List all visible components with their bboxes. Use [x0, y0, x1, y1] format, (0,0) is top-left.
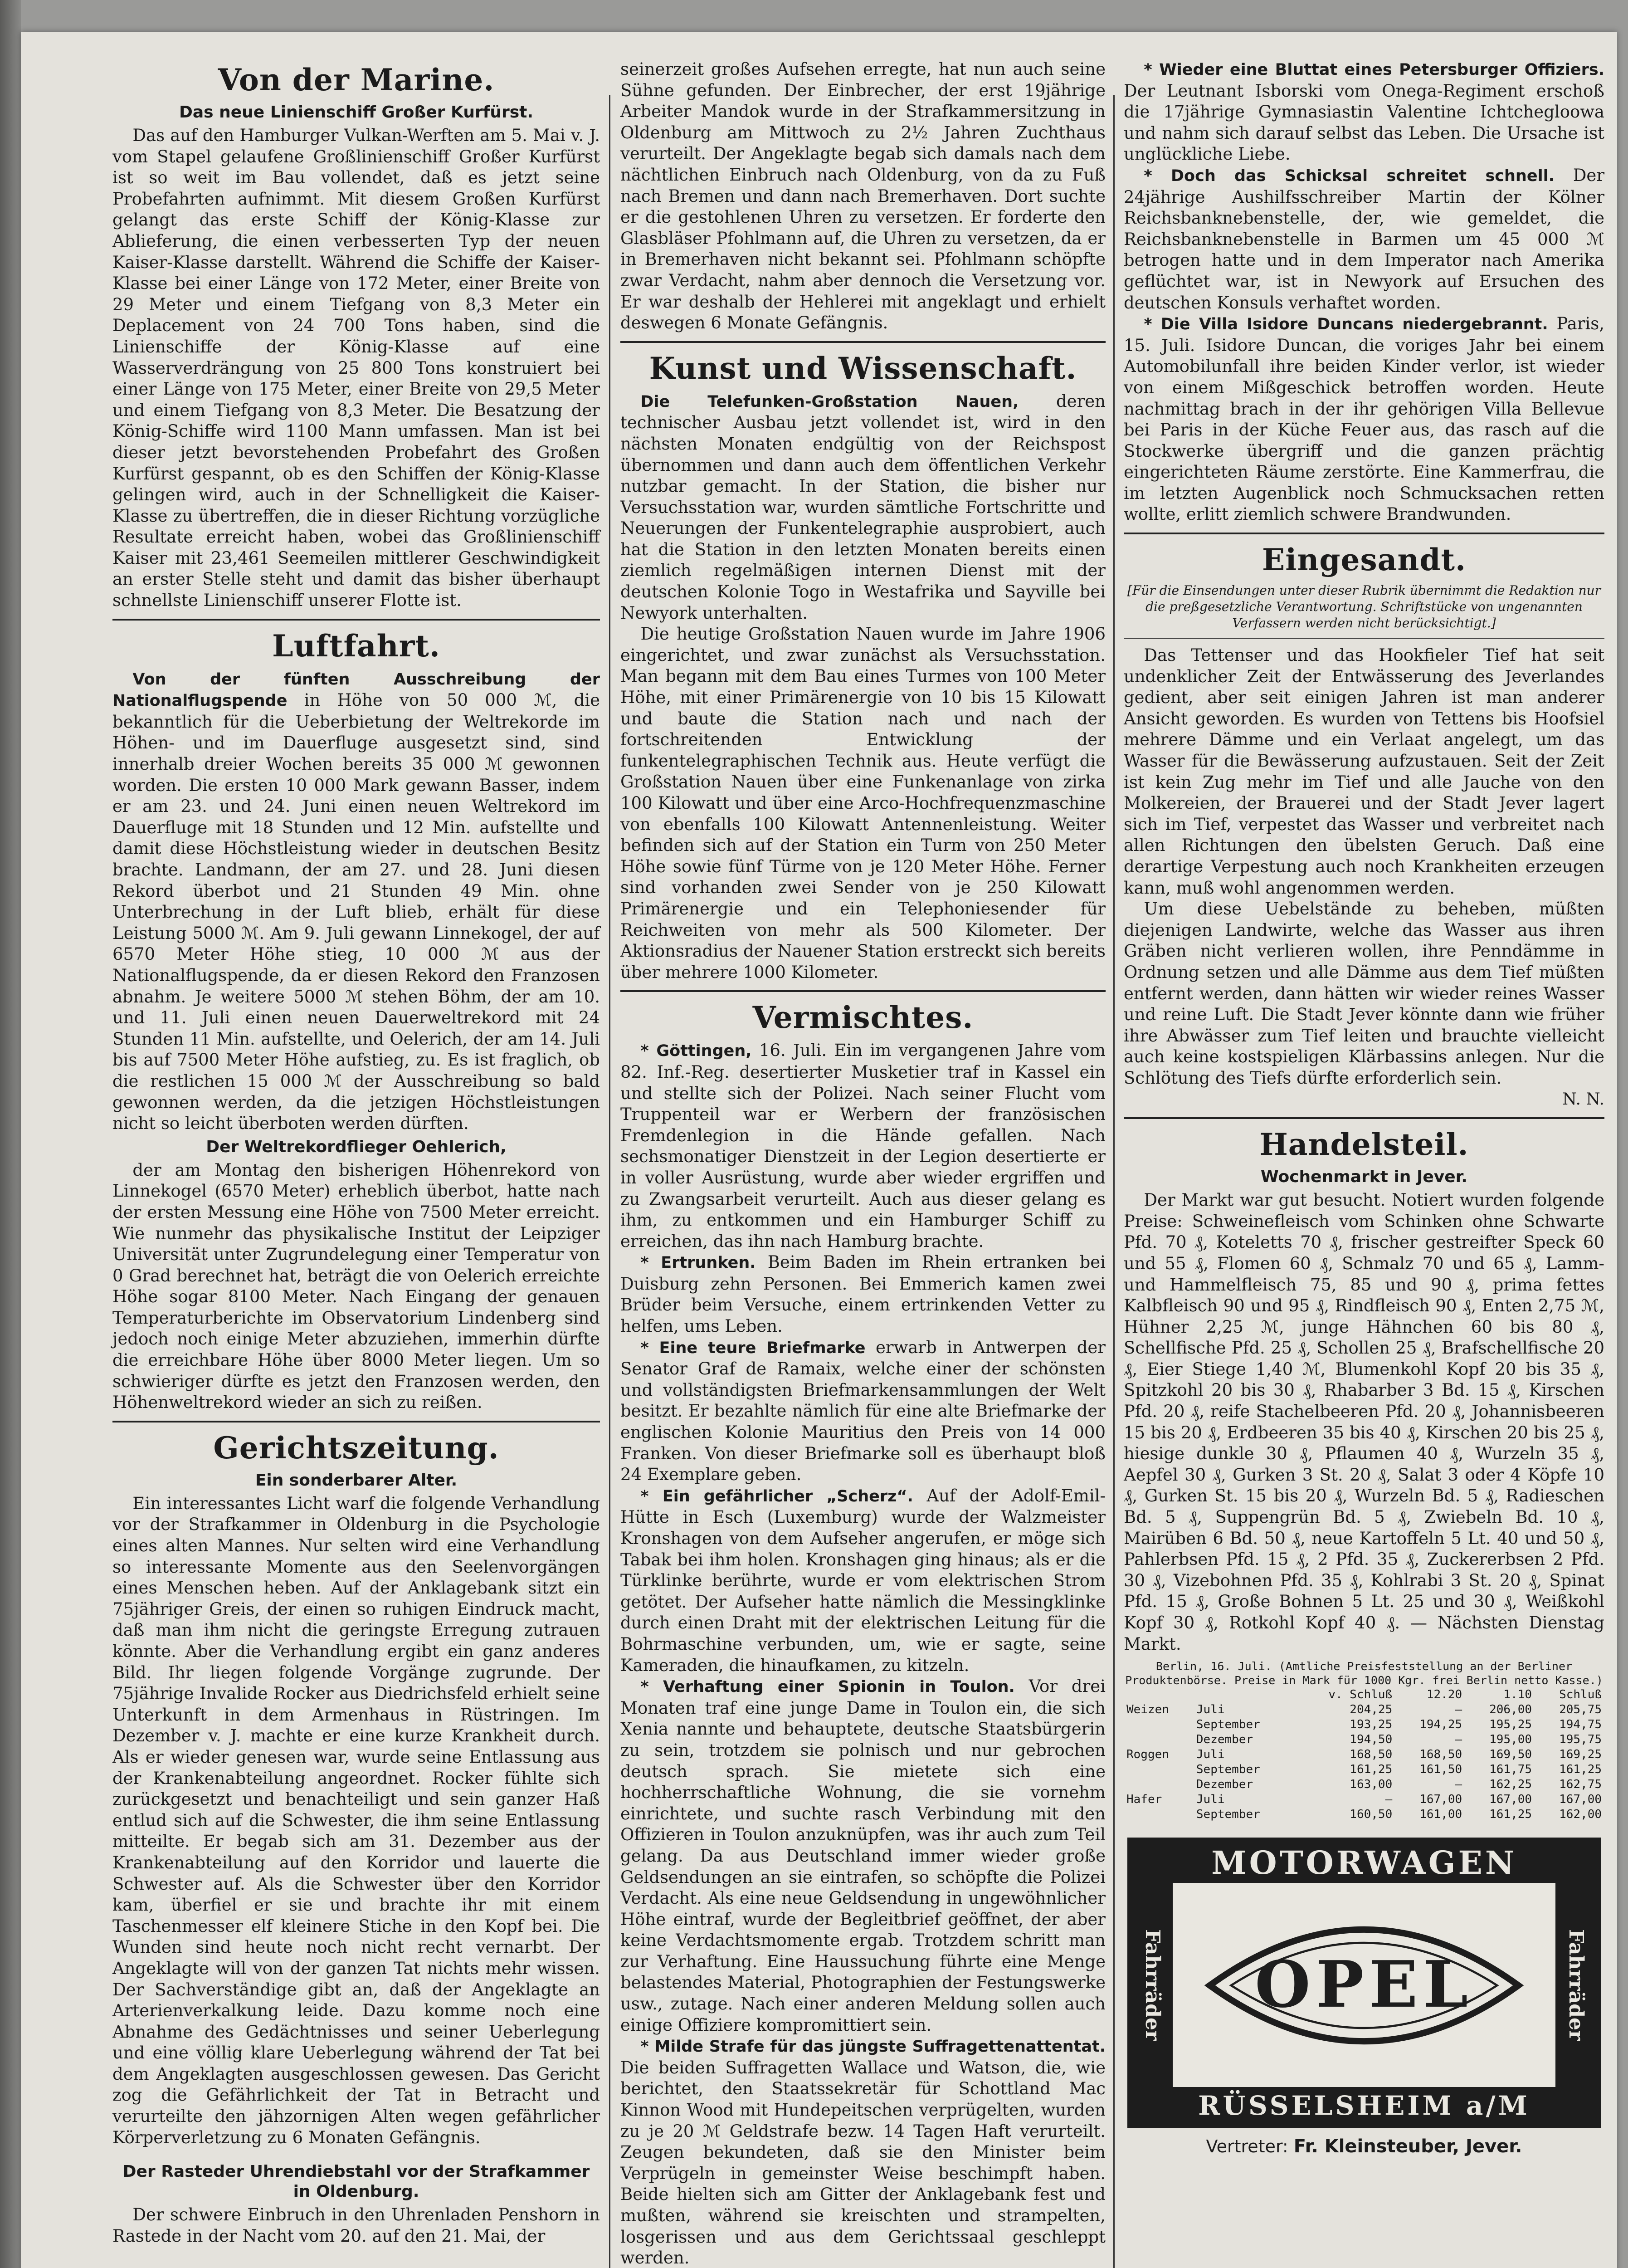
news-item-lead: * Wieder eine Bluttat eines Petersburger Offiziers. [1144, 61, 1604, 79]
berlin-price-table [1124, 1659, 1604, 1822]
gerichtszeitung-heading: Gerichtszeitung. [213, 1430, 499, 1466]
divider [112, 1421, 600, 1422]
news-item-lead: * Milde Strafe für das jüngste Suffragettenattentat. [640, 2038, 1106, 2056]
price-table [1124, 1687, 1604, 1822]
news-item-body: erwarb in Antwerpen der Senator Graf de Ramaix, welche einer der schönsten und vollständigsten Briefmarkensammlungen der Welt besitzt. Er bezahlte nämlich für eine alte Briefmarke der englischen Kolonie Mauritius den Preis von 14 000 Franken. Von dieser Briefmarke soll es überhaupt bloß 24 Exemplare geben. [620, 1337, 1106, 1485]
news-item-lead: * Ertrunken. [640, 1254, 756, 1272]
news-item-body: Auf der Adolf-Emil-Hütte in Esch (Luxemburg) wurde der Walzmeister Kronshagen von dem Aufseher angerufen, er möge sich Tabak bei ihm holen. Kronshagen ging hinaus; als er die Türklinke berührte, wurde er vom elektrischen Strom getötet. Der Aufseher hatte nämlich die Messingklinke durch einen Draht mit der elektrischen Leitung für die Bohrmaschine verbunden, um, wie er sagte, seine Kameraden, die hinaufkamen, zu kitzeln. [620, 1486, 1106, 1675]
news-item [620, 1252, 1106, 1337]
column-1 [112, 59, 600, 2247]
nauen-text [620, 391, 1106, 624]
news-item-body: 16. Juli. Ein im vergangenen Jahre vom 82. Inf.-Reg. desertierter Musketier traf in Kassel ein und stellte sich der Polizei. Nach seiner Flucht vom Truppenteil war er Werbern der französischen Fremdenlegion in die Hände gefallen. Nach sechsmonatiger Dienstzeit in der Legion desertierte er in voller Ausrüstung, wurde aber wieder ergriffen und zu Zwangsarbeit verurteilt. Auch aus dieser gelang es ihm, zu entkommen und ein Hamburger Schiff zu erreichen, das ihn nach Hamburg brachte. [620, 1041, 1106, 1251]
divider [1124, 638, 1604, 639]
price-row: September 161,25 161,50 161,75 161,25 [1196, 1763, 1602, 1777]
nauen-text-2: Die heutige Großstation Nauen wurde im Jahre 1906 eingerichtet, und zwar zunächst als Versuchsstation. Man begann mit dem Bau eines Turmes von 100 Meter Höhe, mit einer Primärenergie von 10 bis 15 Kilowatt und baute die Station nach und nach der fortschreitenden Entwicklung der funkentelegraphischen Technik aus. Heute verfügt die Großstation Nauen über eine Funkenanlage von zirka 100 Kilowatt und über eine Arco-Hochfrequenzmaschine von ebenfalls 100 Kilowatt Antennenleistung. Weiter befinden sich auf der Station ein Turm von 250 Meter Höhe sowie fünf Türme von je 120 Meter Höhe. Ferner sind vorhanden zwei Sender von je 250 Kilowatt Primärenergie und ein Telephoniesender für Reichweiten von mehr als 500 Kilometer. Der Aktionsradius der Nauener Station erstreckt sich bereits über mehrere 1000 Kilometer. [620, 624, 1106, 982]
news-item [620, 1337, 1106, 1486]
rastede-continuation: seinerzeit großes Aufsehen erregte, hat nun auch seine Sühne gefunden. Der Einbrecher, der erst 19jährige Arbeiter Mandok wurde in der Strafkammersitzung in Oldenburg am Mittwoch zu 2½ Jahren Zuchthaus verurteilt. Der Angeklagte begab sich damals nach dem nächtlichen Einbruch nach Oldenburg, von da zu Fuß nach Bremen und dann nach Bremerhaven. Dort suchte er die gestohlenen Uhren zu versetzen. Er forderte den Glasbläser Pfohlmann auf, die Uhren zu versetzen, da er in Bremerhaven nicht bekannt sei. Pfohlmann schöpfte zwar Verdacht, nahm aber dennoch die Versetzung vor. Er war deshalb der Hehlerei mit angeklagt und erhielt deswegen 6 Monate Gefängnis. [620, 59, 1106, 333]
divider [1124, 1117, 1604, 1119]
signature: N. N. [1562, 1090, 1604, 1109]
divider [112, 619, 600, 621]
binding-edge [0, 0, 21, 2268]
marine-subheading: Das neue Linienschiff Großer Kurfürst. [179, 103, 534, 122]
price-header-row: v. Schluß 12.20 1.10 Schluß [1328, 1688, 1602, 1702]
news-item-lead: * Eine teure Briefmarke [640, 1339, 866, 1357]
nauen-lead: Die Telefunken-Großstation Nauen, [640, 392, 1019, 411]
weltrekord-subheading: Der Weltrekordflieger Oehlerich, [206, 1137, 507, 1156]
luftfahrt-lead: Von der fünften Ausschreibung der Nationalflugspende [112, 670, 600, 710]
eingesandt-text-2: Um diese Uebelstände zu beheben, müßten diejenigen Landwirte, welche das Wasser aus ihren Gräben nicht verlieren wollen, ihre Penndämme in Ordnung setzen und alle Dämme aus dem Tief müßten entfernt werden, dann hätten wir wieder reines Wasser und reine Luft. Die Stadt Jever könnte dann wie früher ihre Abwässer zum Tief leiten und brauchte vielleicht auch keine kostspieligen Klärbassins anlegen. Nur die Schlötung des Tiefs dürfte erforderlich sein. [1124, 899, 1604, 1088]
opel-brand-text: OPEL [1255, 1947, 1473, 2023]
news-item-body: Beim Baden im Rhein ertranken bei Duisburg zehn Personen. Bei Emmerich kamen zwei Brüder beim Versuche, einem ertrinkenden Vetter zu helfen, ums Leben. [620, 1252, 1106, 1336]
price-row: Roggen Juli 168,50 168,50 169,50 169,25 [1126, 1748, 1602, 1762]
column-rule-1 [609, 95, 610, 2268]
ad-left-banner: Fahrräder [1132, 1883, 1173, 2087]
luftfahrt-text [112, 669, 600, 1134]
news-item [1124, 313, 1604, 525]
news-item-body: Der Leutnant Isborski vom Onega-Regiment erschoß die 17jährige Gymnasiastin Valentine Ichtchegloowa und nahm sich darauf selbst das Leben. Die Ursache ist unglückliche Liebe. [1124, 81, 1604, 164]
price-row: September 193,25 194,25 195,25 194,75 [1196, 1718, 1602, 1732]
news-item [620, 1040, 1106, 1252]
vertreter-name: Fr. Kleinsteuber, Jever. [1293, 2136, 1522, 2157]
news-item-lead: * Verhaftung einer Spionin in Toulon. [640, 1678, 1015, 1696]
column-3 [1124, 59, 1604, 2157]
price-row: September 160,50 161,00 161,25 162,00 [1196, 1808, 1602, 1822]
editorial-note: [Für die Einsendungen unter dieser Rubrik übernimmt die Redaktion nur die preßgesetzliche Verantwortung. Schriftstücke von ungenannten Verfassern werden nicht berücksichtigt.] [1127, 583, 1601, 631]
news-item-lead: * Doch das Schicksal schreitet schnell. [1144, 166, 1555, 185]
opel-logo [1204, 1906, 1524, 2065]
news-item-lead: * Ein gefährlicher „Scherz“. [640, 1487, 913, 1505]
news-item-body: Vor drei Monaten traf eine junge Dame in Toulon ein, die sich Xenia nannte und behauptete, deutsche Staatsbürgerin zu sein, trotzdem sie polnisch und nur gebrochen deutsch sprach. Sie mietete sich eine hochherrschaftliche Wohnung, die sie vornehm einrichtete, und suchte rasch Verbindung mit den Offizieren in Toulon anzuknüpfen, was ihr auch zum Teil gelang. Da aus Deutschland immer wieder große Geldsendungen an sie eintrafen, so schöpfte die Polizei Verdacht. Als eine neue Geldsendung in ungewöhnlicher Höhe eintraf, wurde der Begleitbrief geöffnet, der aber keine Verdachtsmomente ergab. Trotzdem schritt man zur Verhaftung. Eine Haussuchung führte eine Menge belastendes Material, Photographien der Festungswerke usw., zutage. Nach einer anderen Meldung sollen auch einige Offiziere kompromittiert sein. [620, 1677, 1106, 2035]
handelsteil-heading: Handelsteil. [1259, 1127, 1469, 1163]
marine-text: Das auf den Hamburger Vulkan-Werften am 5. Mai v. J. vom Stapel gelaufene Großlinienschiff Großer Kurfürst ist so weit im Bau vollendet, daß es jetzt seine Probefahrten aufnimmt. Mit diesem Großen Kurfürst gelangt das erste Schiff der König-Klasse zur Ablieferung, die einen verbesserten Typ der neuen Kaiser-Klasse darstellt. Während die Schiffe der Kaiser-Klasse bei einer Länge von 172 Meter, einer Breite von 29 Meter und einem Tiefgang von 8,3 Meter ein Deplacement von 24 700 Tons haben, sind die Linienschiffe der König-Klasse auf eine Wasserverdrängung von 25 800 Tons konstruiert bei einer Länge von 175 Meter, einer Breite von 29,5 Meter und einem Tiefgang von 8,3 Meter. Die Besatzung der König-Schiffe wird 1100 Mann umfassen. Man ist bei dieser jetzt bevorstehenden Probefahrt des Großen Kurfürst gespannt, ob es den Schiffen der König-Klasse gelingen wird, auch in der Schnelligkeit die Kaiser-Klasse zu übertreffen, die in dieser Richtung vorzügliche Resultate erreicht haben, wobei das Großlinienschiff Kaiser mit 23,461 Seemeilen mittlerer Geschwindigkeit an erster Stelle steht und damit das bisher überhaupt schnellste Linienschiff unserer Flotte ist. [112, 126, 600, 611]
column-rule-2 [1113, 95, 1115, 2268]
rastede-text: Der schwere Einbruch in den Uhrenladen Penshorn in Rastede in der Nacht vom 20. auf den 21. Mai, der [112, 2205, 600, 2246]
rastede-subheading: Der Rasteder Uhrendiebstahl vor der Strafkammer in Oldenburg. [122, 2162, 590, 2201]
gericht-subheading: Ein sonderbarer Alter. [255, 1471, 458, 1490]
news-item-lead: * Die Villa Isidore Duncans niedergebrannt. [1144, 315, 1548, 334]
news-item [1124, 59, 1604, 165]
marine-heading: Von der Marine. [218, 62, 495, 98]
price-row: Weizen Juli 204,25 — 206,00 205,75 [1126, 1703, 1602, 1717]
eingesandt-text: Das Tettenser und das Hookfieler Tief hat seit undenklicher Zeit der Entwässerung des Jeverlandes gedient, aber seit einigen Jahren ist man anderer Ansicht geworden. Es wurden von Tettens bis Hoofsiel mehrere Dämme und ein Verlaat angelegt, um das Wasser für die Bewässerung aufzustauen. Seit der Zeit ist kein Zug mehr im Tief und alle Jauche von den Molkereien, der Brauerei und der Stadt Jever lagert sich im Tief, verpestet das Wasser und verbreitet nach allen Richtungen den übelsten Geruch. Daß eine derartige Verpestung auch noch Krankheiten erzeugen kann, muß wohl angenommen werden. [1124, 645, 1604, 898]
market-prices-text: Der Markt war gut besucht. Notiert wurden folgende Preise: Schweinefleisch vom Schinken ohne Schwarte Pfd. 70 ₰, Koteletts 70 ₰, frischer gestreifter Speck 60 und 55 ₰, Flomen 60 ₰, Schmalz 70 und 65 ₰, Lamm- und Hammelfleisch 75, 85 und 90 ₰, prima fettes Kalbfleisch 90 und 95 ₰, Rindfleisch 90 ₰, Enten 2,75 ℳ, Hühner 2,25 ℳ, junge Hähnchen 60 bis 80 ₰, Schellfische Pfd. 25 ₰, Schollen 25 ₰, Brafschellfische 20 ₰, Eier Stiege 1,40 ℳ, Blumenkohl Kopf 20 bis 35 ₰, Spitzkohl 20 bis 30 ₰, Rhabarber 3 Bd. 15 ₰, Kirschen Pfd. 20 ₰, reife Stachelbeeren Pfd. 20 ₰, Johannisbeeren 15 bis 20 ₰, Erdbeeren 35 bis 40 ₰, Kirschen 20 bis 25 ₰, hiesige dunkle 30 ₰, Pflaumen 40 ₰, Wurzeln 35 ₰, Aepfel 30 ₰, Gurken 3 St. 20 ₰, Salat 3 oder 4 Köpfe 10 ₰, Gurken St. 15 bis 20 ₰, Wurzeln Bd. 5 ₰, Radieschen Bd. 5 ₰, Suppengrün Bd. 5 ₰, Zwiebeln Bd. 10 ₰, Mairüben 6 Bd. 50 ₰, neue Kartoffeln 5 Lt. 40 und 50 ₰, Pahlerbsen Pfd. 15 ₰, 2 Pfd. 35 ₰, Zuckererbsen 2 Pfd. 30 ₰, Vizebohnen Pfd. 35 ₰, Kohlrabi 3 St. 20 ₰, Spinat Pfd. 15 ₰, Große Bohnen 5 Lt. 25 und 30 ₰, Weißkohl Kopf 30 ₰, Rotkohl Kopf 40 ₰. — Nächsten Dienstag Markt. [1124, 1190, 1604, 1654]
news-item [620, 1676, 1106, 2036]
weltrekord-text: der am Montag den bisherigen Höhenrekord von Linnekogel (6570 Meter) erheblich überbot, hatte nach der ersten Messung eine Höhe von 7500 Meter erreicht. Wie nunmehr das physikalische Institut der Leipziger Universität unter Zugrundelegung einer Temperatur von 0 Grad berechnet hat, beträgt die von Oelerich erreichte Höhe sogar 8100 Meter. Nach Eingang der genauen Temperaturberichte im Observatorium Lindenberg sind jedoch noch einige Meter abzuziehen, immerhin dürfte die erreichbare Höhe über 8000 Meter liegen. Um so schwieriger dürfte es jetzt den Franzosen werden, den Höhenweltrekord wieder an sich zu reißen. [112, 1160, 600, 1413]
vermischtes-heading: Vermischtes. [752, 1000, 974, 1036]
ad-bottom-banner: RÜSSELSHEIM a/M [1132, 2087, 1596, 2123]
kunst-heading: Kunst und Wissenschaft. [649, 350, 1077, 386]
price-row: Dezember 163,00 — 162,25 162,75 [1196, 1778, 1602, 1792]
ad-representative [1124, 2136, 1604, 2157]
column-2 [620, 59, 1106, 2268]
divider [1124, 533, 1604, 534]
luftfahrt-heading: Luftfahrt. [272, 628, 440, 664]
ad-right-banner: Fahrräder [1555, 1883, 1596, 2087]
price-row: Dezember 194,50 — 195,00 195,75 [1196, 1733, 1602, 1747]
eingesandt-heading: Eingesandt. [1262, 542, 1467, 578]
opel-advertisement [1127, 1838, 1601, 2128]
luftfahrt-body: in Höhe von 50 000 ℳ, die bekanntlich für die Ueberbietung der Weltrekorde im Höhen- und im Dauerfluge ausgesetzt sind, sind innerhalb dreier Wochen bereits 35 000 ℳ gewonnen worden. Die ersten 10 000 Mark gewann Basser, indem er am 23. und 24. Juni einen neuen Weltrekord im Dauerfluge mit 18 Stunden und 12 Min. aufstellte und damit diese Höchstleistung wieder in deutschen Besitz brachte. Landmann, der am 27. und 28. Juni diesen Rekord überbot und 21 Stunden 49 Min. ohne Unterbrechung in der Luft blieb, erhält für diese Leistung 5000 ℳ. Am 9. Juli gewann Linnekogel, der auf 6570 Meter Höhe stieg, 10 000 ℳ aus der Nationalflugspende, da er diesen Rekord den Franzosen abnahm. Je weitere 5000 ℳ stehen Böhm, der am 10. und 11. Juli einen neuen Dauerweltrekord mit 24 Stunden 11 Min. aufstellte, und Oelerich, der am 14. Juli bis auf 7500 Meter Höhe aufstieg, zu. Es ist fraglich, ob die restlichen 15 000 ℳ der Ausschreibung so bald gewonnen werden, da die jetzigen Höchstleistungen nicht so leicht überboten werden dürften. [112, 690, 600, 1134]
price-row: Hafer Juli — 167,00 167,00 167,00 [1126, 1793, 1602, 1807]
divider [620, 990, 1106, 992]
wochenmarkt-subheading: Wochenmarkt in Jever. [1261, 1168, 1467, 1187]
news-item-body: Der 24jährige Aushilfsschreiber Martin der Kölner Reichsbanknebenstelle, der, wie gemeldet, die Reichsbanknebenstelle in Barmen um 45 000 ℳ betrogen hatte und in dem Imperator nach Amerika geflüchtet war, ist in Newyork auf Ersuchen des deutschen Konsuls verhaftet worden. [1124, 165, 1605, 313]
vertreter-label: Vertreter: [1206, 2136, 1288, 2157]
news-item-body: Die beiden Suffragetten Wallace und Watson, die, wie berichtet, den Staatssekretär für Schottland Mac Kinnon Wood mit Hundepeitschen verprügelten, wurden zu je 20 ℳ Geldstrafe bezw. 14 Tagen Haft verurteilt. Zeugen bekundeten, daß sie den Minister beim Verprügeln in gemeinster Weise beschimpft haben. Beide hielten sich am Gitter der Anklagebank fest und mußten, während sie kreischten und strampelten, losgerissen und aus dem Gerichtssaal geschleppt werden. [620, 2058, 1106, 2268]
ad-top-banner: MOTORWAGEN [1132, 1842, 1596, 1883]
news-item [1124, 165, 1604, 313]
news-item-lead: * Göttingen, [640, 1042, 752, 1061]
nauen-body: deren technischer Ausbau jetzt vollendet ist, wird in den nächsten Monaten endgültig von der Reichspost übernommen und dann auch dem öffentlichen Verkehr nutzbar gemacht. In der Station, die bisher nur Versuchsstation war, wurden sämtliche Fortschritte und Neuerungen der Funkentelegraphie ausprobiert, auch hat die Station in den letzten Monaten bereits einen ziemlich regelmäßigen internen Dienst mit der deutschen Kolonie Togo in Westafrika und Sayville bei Newyork unterhalten. [620, 391, 1106, 623]
divider [620, 341, 1106, 343]
news-item-body: Paris, 15. Juli. Isidore Duncan, die voriges Jahr bei einem Automobilunfall ihre beiden Kinder verlor, ist wieder von einem Mißgeschick betroffen worden. Heute nachmittag brach in der ihr gehörigen Villa Bellevue bei Paris in der Küche Feuer aus, das rasch auf die Stockwerke übergriff und die ganzen prächtig eingerichteten Räume zerstörte. Eine Kammerfrau, die im letzten Augenblick noch Schmucksachen retten wollte, erlitt ziemlich schwere Brandwunden. [1124, 314, 1605, 524]
news-item [620, 2036, 1106, 2268]
gericht-text: Ein interessantes Licht warf die folgende Verhandlung vor der Strafkammer in Oldenburg in die Psychologie eines alten Mannes. Nur selten wird eine Verhandlung so interessante Momente aus den Seelenvorgängen eines Menschen heben. Auf der Anklagebank sitzt ein 75jähriger Greis, der einen so ruhigen Eindruck macht, daß man ihm nicht die geringste Erregung zutrauen könnte. Aber die Verhandlung ergibt ein ganz anderes Bild. Ihr liegen folgende Vorgänge zugrunde. Der 75jährige Invalide Rocker aus Diedrichsfeld erhielt seine Unterkunft in dem Armenhaus in Rüstringen. Im Dezember v. J. machte er eine kurze Krankheit durch. Als er wieder genesen war, wurde seine Entlassung aus der Krankenabteilung angeordnet. Rocker fühlte sich zurückgesetzt und benachteiligt und sein ganzer Haß entlud sich auf die Schwester, die ihm seine Entlassung mitteilte. Er begab sich am 31. Dezember aus der Krankenabteilung auf den Korridor und lauerte die Schwester auf. Als die Schwester über den Korridor kam, überfiel er sie und brachte ihr mit einem Taschenmesser elf kleinere Stiche in den Kopf bei. Die Wunden sind heute noch nicht recht vernarbt. Der Angeklagte will von der ganzen Tat nichts mehr wissen. Der Sachverständige gibt an, daß der Angeklagte an Arterienverkalkung leide. Dazu komme noch eine Abnahme des Gedächtnisses und seiner Ueberlegung und eine völlig klare Ueberlegung während der Tat bei dem Angeklagten ausgeschlossen gewesen. Das Gericht zog die Gefährlichkeit der Tat in Betracht und verurteilte den jähzornigen Alten wegen gefährlicher Körperverletzung zu 6 Monaten Gefängnis. [112, 1493, 600, 2147]
news-item [620, 1486, 1106, 1676]
price-table-heading: Berlin, 16. Juli. (Amtliche Preisfeststellung an der Berliner Produktenbörse. Preise in Mark für 1000 Kgr. frei Berlin netto Kasse.) [1125, 1660, 1603, 1687]
